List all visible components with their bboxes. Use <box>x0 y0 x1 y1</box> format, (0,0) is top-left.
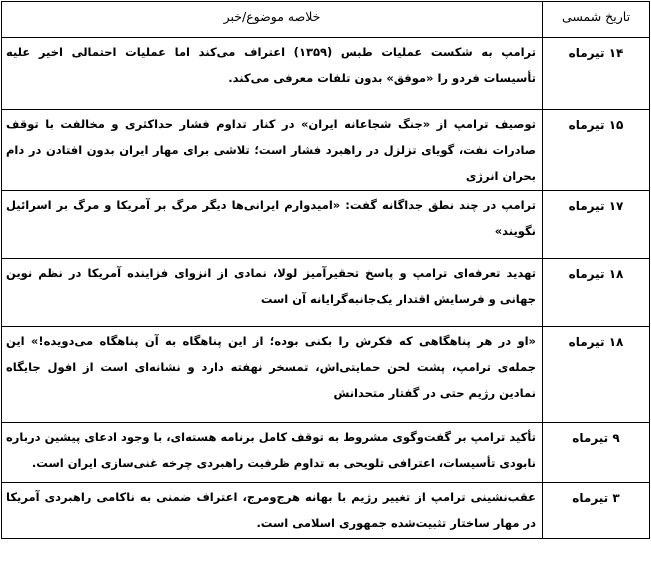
row-summary: توصیف ترامپ از «جنگ شجاعانه ایران» در کنار تداوم فشار حداکثری و مخالفت با توقف صادرات نفت، گویای تزلزل در راهبرد فشار است؛ تلاشی برای مهار ایران بدون افتادن در دام بحران انرژی <box>2 110 543 191</box>
news-timeline-table <box>1 1 650 539</box>
table-row <box>2 327 650 423</box>
row-date: ۱۸ تیرماه <box>543 259 650 327</box>
table-row <box>2 38 650 110</box>
table-row <box>2 483 650 539</box>
header-date: تاریخ شمسی <box>543 2 650 38</box>
row-summary: ترامپ به شکست عملیات طبس (۱۳۵۹) اعتراف می‌کند اما عملیات احتمالی اخیر علیه تأسیسات فردو را «موفق» بدون تلفات معرفی می‌کند. <box>2 38 543 110</box>
row-date: ۱۵ تیرماه <box>543 110 650 191</box>
row-date: ۱۷ تیرماه <box>543 191 650 259</box>
table-header-row <box>2 2 650 38</box>
header-summary: خلاصه موضوع/خبر <box>2 2 543 38</box>
row-summary: تأکید ترامپ بر گفت‌وگوی مشروط به توقف کامل برنامه هسته‌ای، با وجود ادعای پیشین درباره نابودی تأسیسات، اعترافی تلویحی به تداوم ظرفیت راهبردی چرخه غنی‌سازی ایران است. <box>2 423 543 483</box>
row-date: ۹ تیرماه <box>543 423 650 483</box>
table-row <box>2 191 650 259</box>
row-date: ۱۸ تیرماه <box>543 327 650 423</box>
row-summary: «او در هر پناهگاهی که فکرش را بکنی بوده؛ از این پناهگاه به آن پناهگاه می‌دویده!» این جمله‌ی ترامپ، پشت لحن حمایتی‌اش، تمسخر نهفته دارد و نشانه‌ای است از افول جایگاه نمادین رژیم حتی در گفتار متحدانش <box>2 327 543 423</box>
row-summary: عقب‌نشینی ترامپ از تغییر رژیم با بهانه هرج‌ومرج، اعتراف ضمنی به ناکامی راهبردی آمریکا در مهار ساختار تثبیت‌شده جمهوری اسلامی است. <box>2 483 543 539</box>
table-row <box>2 110 650 191</box>
table-row <box>2 259 650 327</box>
row-summary: تهدید تعرفه‌ای ترامپ و پاسخ تحقیرآمیز لولا، نمادی از انزوای فزاینده آمریکا در نظم نوین جهانی و فرسایش اقتدار یک‌جانبه‌گرایانه آن است <box>2 259 543 327</box>
row-date: ۳ تیرماه <box>543 483 650 539</box>
row-date: ۱۴ تیرماه <box>543 38 650 110</box>
row-summary: ترامپ در چند نطق جداگانه گفت: «امیدوارم ایرانی‌ها دیگر مرگ بر آمریکا و مرگ بر اسرائیل نگویند» <box>2 191 543 259</box>
table-row <box>2 423 650 483</box>
